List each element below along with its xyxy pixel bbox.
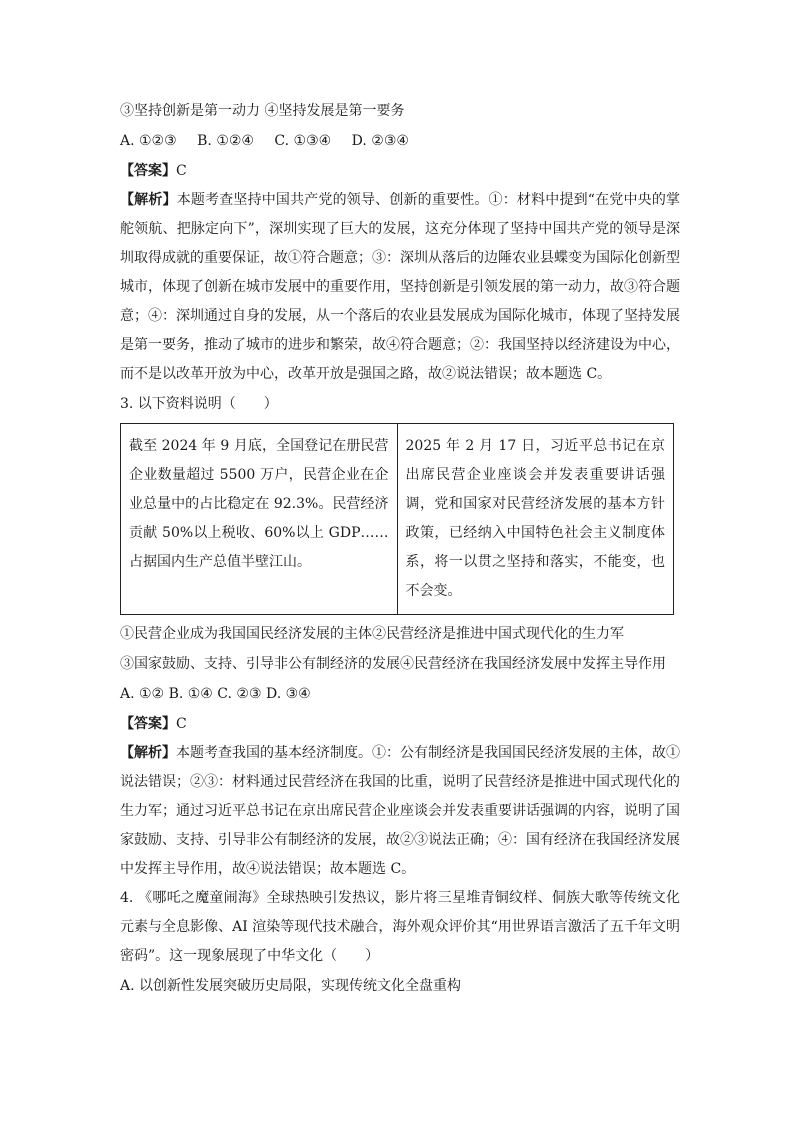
q2-analysis-label: 【解析】 [120, 192, 177, 208]
document-page [120, 96, 680, 1001]
q2-choice-a: A. ①②③ [120, 133, 177, 149]
q3-analysis-label: 【解析】 [120, 745, 176, 761]
q4-option-a: A. 以创新性发展突破历史局限，实现传统文化全盘重构 [120, 978, 462, 994]
q3-answer-label: 【答案】 [120, 716, 176, 732]
q2-choice-c: C. ①③④ [274, 133, 332, 149]
table-row [121, 424, 674, 615]
q4-stem: 4. 《哪吒之魔童闹海》全球热映引发热议，影片将三星堆青铜纹样、侗族大歌等传统文化元素与全息影像、AI 渲染等现代技术融合，海外观众评价其“用世界语言激活了五千年文明密码”。这一现象展现了中华文化（ ） [120, 890, 680, 964]
q2-answer [120, 156, 680, 186]
q3-material-left: 截至 2024 年 9 月底，全国登记在册民营企业数量超过 5500 万户，民营企业在企业总量中的占比稳定在 92.3%。民营经济贡献 50%以上税收、60%以上 GDP……占据国内生产总值半壁江山。 [121, 424, 398, 615]
q2-choice-d: D. ②③④ [351, 133, 409, 149]
q3-analysis [120, 739, 680, 884]
q3-answer-value: C [176, 716, 187, 732]
q3-stem: 3. 以下资料说明（ ） [120, 396, 278, 412]
q2-analysis [120, 186, 680, 389]
q3-option-line-2: ③国家鼓励、支持、引导非公有制经济的发展④民营经济在我国经济发展中发挥主导作用 [120, 656, 666, 672]
q3-material-table [120, 423, 674, 615]
q2-answer-label: 【答案】 [120, 163, 176, 179]
q3-material-right: 2025 年 2 月 17 日，习近平总书记在京出席民营企业座谈会并发表重要讲话强调，党和国家对民营经济发展的基本方针政策，已经纳入中国特色社会主义制度体系，将一以贯之坚持和落实，不能变，也不会变。 [397, 424, 674, 615]
q2-choice-b: B. ①②④ [197, 133, 254, 149]
q3-choices: A. ①② B. ①④ C. ②③ D. ③④ [120, 686, 311, 702]
q3-analysis-text: 本题考查我国的基本经济制度。①：公有制经济是我国国民经济发展的主体，故①说法错误；②③：材料通过民营经济在我国的比重，说明了民营经济是推进中国式现代化的生力军；通过习近平总书记在京出席民营企业座谈会并发表重要讲话强调的内容，说明了国家鼓励、支持、引导非公有制经济的发展，故②③说法正确；④：国有经济在我国经济发展中发挥主导作用，故④说法错误；故本题选 C。 [120, 745, 680, 877]
q2-options-line: ③坚持创新是第一动力 ④坚持发展是第一要务 [120, 103, 405, 119]
q2-answer-value: C [176, 163, 187, 179]
q2-choices [120, 126, 680, 156]
q2-analysis-text: 本题考查坚持中国共产党的领导、创新的重要性。①：材料中提到“在党中央的掌舵领航、把脉定向下”，深圳实现了巨大的发展，这充分体现了坚持中国共产党的领导是深圳取得成就的重要保证，故①符合题意；③：深圳从落后的边陲农业县蝶变为国际化创新型城市，体现了创新在城市发展中的重要作用，坚持创新是引领发展的第一动力，故③符合题意；④：深圳通过自身的发展，从一个落后的农业县发展成为国际化城市，体现了坚持发展是第一要务，推动了城市的进步和繁荣，故④符合题意；②：我国坚持以经济建设为中心，而不是以改革开放为中心，改革开放是强国之路，故②说法错误；故本题选 C。 [120, 192, 681, 382]
q3-option-line-1: ①民营企业成为我国国民经济发展的主体②民营经济是推进中国式现代化的生力军 [120, 626, 624, 642]
q3-answer [120, 709, 680, 739]
